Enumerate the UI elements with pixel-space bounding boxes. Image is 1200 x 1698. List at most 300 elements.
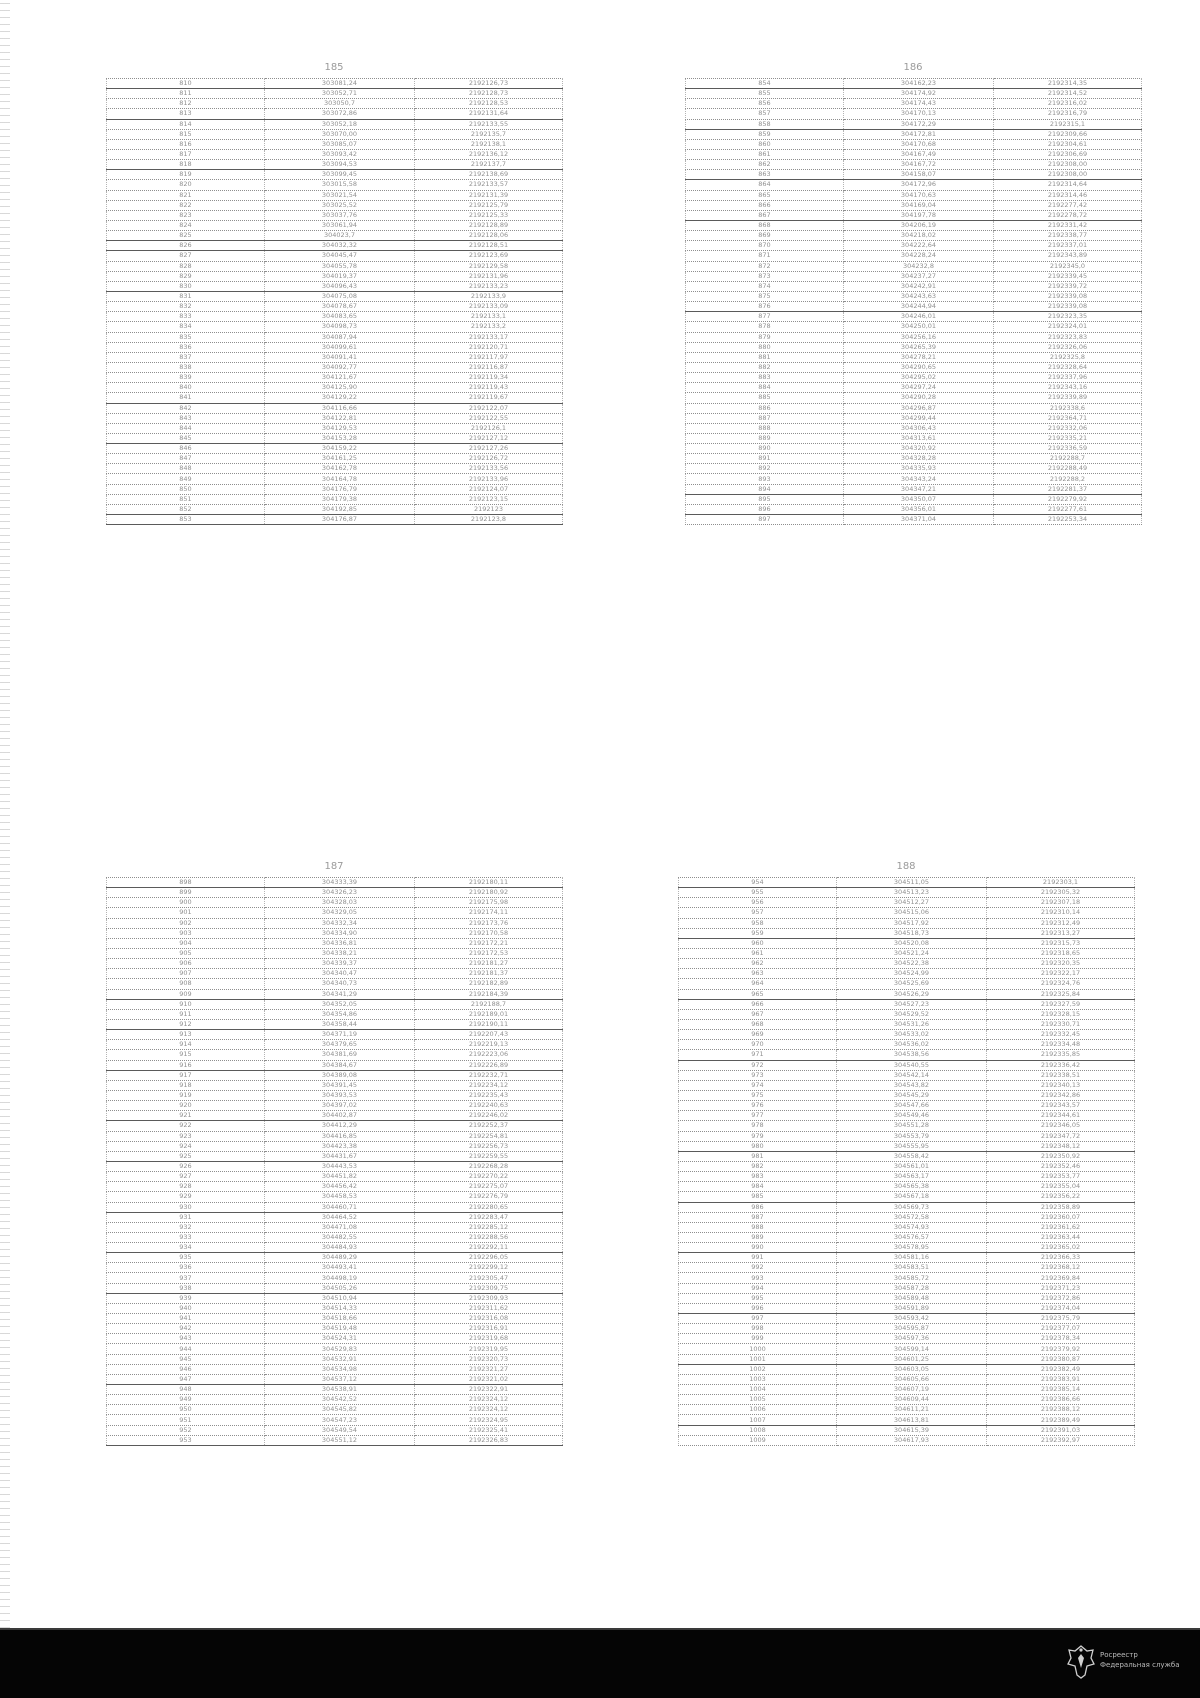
x-coordinate-cell: 304531,26 bbox=[837, 1019, 987, 1029]
point-number-cell: 876 bbox=[686, 302, 844, 312]
point-number-cell: 1006 bbox=[679, 1405, 837, 1415]
point-number-cell: 957 bbox=[679, 908, 837, 918]
x-coordinate-cell: 304511,05 bbox=[837, 878, 987, 888]
point-number-cell: 1002 bbox=[679, 1364, 837, 1374]
point-number-cell: 871 bbox=[686, 251, 844, 261]
point-number-cell: 952 bbox=[107, 1425, 265, 1435]
y-coordinate-cell: 2192172,53 bbox=[415, 948, 563, 958]
point-number-cell: 920 bbox=[107, 1101, 265, 1111]
y-coordinate-cell: 2192126,72 bbox=[415, 454, 563, 464]
y-coordinate-cell: 2192175,98 bbox=[415, 898, 563, 908]
table-row bbox=[107, 1354, 563, 1364]
y-coordinate-cell: 2192316,02 bbox=[994, 99, 1142, 109]
table-row bbox=[107, 1415, 563, 1425]
table-row bbox=[686, 484, 1142, 494]
y-coordinate-cell: 2192314,52 bbox=[994, 89, 1142, 99]
point-number-cell: 996 bbox=[679, 1303, 837, 1313]
point-number-cell: 932 bbox=[107, 1222, 265, 1232]
y-coordinate-cell: 2192307,18 bbox=[987, 898, 1135, 908]
y-coordinate-cell: 2192128,51 bbox=[415, 241, 563, 251]
y-coordinate-cell: 2192182,89 bbox=[415, 979, 563, 989]
point-number-cell: 827 bbox=[107, 251, 265, 261]
x-coordinate-cell: 304087,94 bbox=[265, 332, 415, 342]
point-number-cell: 855 bbox=[686, 89, 844, 99]
point-number-cell: 812 bbox=[107, 99, 265, 109]
x-coordinate-cell: 304371,19 bbox=[265, 1030, 415, 1040]
y-coordinate-cell: 2192314,46 bbox=[994, 190, 1142, 200]
point-number-cell: 862 bbox=[686, 160, 844, 170]
x-coordinate-cell: 304585,72 bbox=[837, 1273, 987, 1283]
y-coordinate-cell: 2192123,69 bbox=[415, 251, 563, 261]
y-coordinate-cell: 2192378,34 bbox=[987, 1334, 1135, 1344]
table-row bbox=[686, 515, 1142, 525]
table-row bbox=[107, 373, 563, 383]
table-row bbox=[686, 302, 1142, 312]
x-coordinate-cell: 304510,94 bbox=[265, 1293, 415, 1303]
y-coordinate-cell: 2192346,05 bbox=[987, 1121, 1135, 1131]
x-coordinate-cell: 304471,08 bbox=[265, 1222, 415, 1232]
y-coordinate-cell: 2192316,08 bbox=[415, 1314, 563, 1324]
x-coordinate-cell: 304320,92 bbox=[844, 444, 994, 454]
table-row bbox=[686, 170, 1142, 180]
table-row bbox=[679, 1324, 1135, 1334]
y-coordinate-cell: 2192288,7 bbox=[994, 454, 1142, 464]
table-row bbox=[107, 1070, 563, 1080]
x-coordinate-cell: 304545,29 bbox=[837, 1090, 987, 1100]
table-row bbox=[107, 1192, 563, 1202]
table-row bbox=[686, 504, 1142, 514]
x-coordinate-cell: 303037,76 bbox=[265, 210, 415, 220]
table-row bbox=[686, 129, 1142, 139]
y-coordinate-cell: 2192270,22 bbox=[415, 1172, 563, 1182]
y-coordinate-cell: 2192316,79 bbox=[994, 109, 1142, 119]
y-coordinate-cell: 2192277,42 bbox=[994, 200, 1142, 210]
point-number-cell: 1000 bbox=[679, 1344, 837, 1354]
point-number-cell: 899 bbox=[107, 888, 265, 898]
x-coordinate-cell: 304172,81 bbox=[844, 129, 994, 139]
x-coordinate-cell: 304306,43 bbox=[844, 423, 994, 433]
x-coordinate-cell: 304244,94 bbox=[844, 302, 994, 312]
table-row bbox=[679, 1222, 1135, 1232]
y-coordinate-cell: 2192127,12 bbox=[415, 433, 563, 443]
table-row bbox=[679, 1435, 1135, 1445]
y-coordinate-cell: 2192328,15 bbox=[987, 1009, 1135, 1019]
x-coordinate-cell: 304524,31 bbox=[265, 1334, 415, 1344]
y-coordinate-cell: 2192364,71 bbox=[994, 413, 1142, 423]
x-coordinate-cell: 304032,32 bbox=[265, 241, 415, 251]
x-coordinate-cell: 304176,79 bbox=[265, 484, 415, 494]
table-row bbox=[107, 938, 563, 948]
x-coordinate-cell: 304174,92 bbox=[844, 89, 994, 99]
point-number-cell: 989 bbox=[679, 1232, 837, 1242]
coordinate-table bbox=[685, 78, 1142, 525]
x-coordinate-cell: 304549,54 bbox=[265, 1425, 415, 1435]
x-coordinate-cell: 304379,65 bbox=[265, 1040, 415, 1050]
x-coordinate-cell: 304451,82 bbox=[265, 1172, 415, 1182]
y-coordinate-cell: 2192316,91 bbox=[415, 1324, 563, 1334]
x-coordinate-cell: 304525,69 bbox=[837, 979, 987, 989]
table-row bbox=[107, 515, 563, 525]
footer-band bbox=[0, 1628, 1200, 1698]
y-coordinate-cell: 2192127,26 bbox=[415, 444, 563, 454]
x-coordinate-cell: 304493,41 bbox=[265, 1263, 415, 1273]
point-number-cell: 944 bbox=[107, 1344, 265, 1354]
x-coordinate-cell: 304549,46 bbox=[837, 1111, 987, 1121]
table-row bbox=[107, 1212, 563, 1222]
x-coordinate-cell: 304096,43 bbox=[265, 281, 415, 291]
y-coordinate-cell: 2192309,75 bbox=[415, 1283, 563, 1293]
y-coordinate-cell: 2192338,51 bbox=[987, 1070, 1135, 1080]
x-coordinate-cell: 304518,66 bbox=[265, 1314, 415, 1324]
x-coordinate-cell: 304589,48 bbox=[837, 1293, 987, 1303]
point-number-cell: 910 bbox=[107, 999, 265, 1009]
table-row bbox=[686, 383, 1142, 393]
table-row bbox=[107, 1232, 563, 1242]
x-coordinate-cell: 304542,14 bbox=[837, 1070, 987, 1080]
point-number-cell: 933 bbox=[107, 1232, 265, 1242]
table-row bbox=[107, 1060, 563, 1070]
point-number-cell: 881 bbox=[686, 352, 844, 362]
x-coordinate-cell: 304332,34 bbox=[265, 918, 415, 928]
x-coordinate-cell: 304512,27 bbox=[837, 898, 987, 908]
point-number-cell: 879 bbox=[686, 332, 844, 342]
table-row bbox=[107, 109, 563, 119]
y-coordinate-cell: 2192136,12 bbox=[415, 149, 563, 159]
table-row bbox=[107, 1425, 563, 1435]
x-coordinate-cell: 304578,95 bbox=[837, 1243, 987, 1253]
table-row bbox=[107, 1334, 563, 1344]
y-coordinate-cell: 2192235,43 bbox=[415, 1090, 563, 1100]
table-row bbox=[107, 433, 563, 443]
table-row bbox=[107, 383, 563, 393]
x-coordinate-cell: 304597,36 bbox=[837, 1334, 987, 1344]
table-row bbox=[679, 1212, 1135, 1222]
point-number-cell: 988 bbox=[679, 1222, 837, 1232]
y-coordinate-cell: 2192123,15 bbox=[415, 494, 563, 504]
point-number-cell: 1003 bbox=[679, 1374, 837, 1384]
table-row bbox=[686, 261, 1142, 271]
point-number-cell: 863 bbox=[686, 170, 844, 180]
point-number-cell: 846 bbox=[107, 444, 265, 454]
table-row bbox=[679, 1161, 1135, 1171]
y-coordinate-cell: 2192119,43 bbox=[415, 383, 563, 393]
point-number-cell: 973 bbox=[679, 1070, 837, 1080]
y-coordinate-cell: 2192305,32 bbox=[987, 888, 1135, 898]
x-coordinate-cell: 304228,24 bbox=[844, 251, 994, 261]
x-coordinate-cell: 304340,73 bbox=[265, 979, 415, 989]
point-number-cell: 828 bbox=[107, 261, 265, 271]
y-coordinate-cell: 2192131,39 bbox=[415, 190, 563, 200]
table-row bbox=[686, 413, 1142, 423]
x-coordinate-cell: 304561,01 bbox=[837, 1161, 987, 1171]
point-number-cell: 826 bbox=[107, 241, 265, 251]
table-row bbox=[107, 423, 563, 433]
point-number-cell: 886 bbox=[686, 403, 844, 413]
x-coordinate-cell: 304169,04 bbox=[844, 200, 994, 210]
point-number-cell: 935 bbox=[107, 1253, 265, 1263]
table-row bbox=[107, 413, 563, 423]
x-coordinate-cell: 304537,12 bbox=[265, 1374, 415, 1384]
y-coordinate-cell: 2192365,02 bbox=[987, 1243, 1135, 1253]
table-row bbox=[107, 342, 563, 352]
point-number-cell: 841 bbox=[107, 393, 265, 403]
point-number-cell: 940 bbox=[107, 1303, 265, 1313]
table-row bbox=[679, 1253, 1135, 1263]
y-coordinate-cell: 2192131,96 bbox=[415, 271, 563, 281]
table-row bbox=[679, 1354, 1135, 1364]
y-coordinate-cell: 2192361,62 bbox=[987, 1222, 1135, 1232]
x-coordinate-cell: 304098,73 bbox=[265, 322, 415, 332]
x-coordinate-cell: 304607,19 bbox=[837, 1385, 987, 1395]
point-number-cell: 825 bbox=[107, 231, 265, 241]
table-row bbox=[679, 948, 1135, 958]
table-row bbox=[107, 1182, 563, 1192]
point-number-cell: 983 bbox=[679, 1172, 837, 1182]
x-coordinate-cell: 304521,24 bbox=[837, 948, 987, 958]
y-coordinate-cell: 2192173,76 bbox=[415, 918, 563, 928]
point-number-cell: 987 bbox=[679, 1212, 837, 1222]
table-row bbox=[107, 139, 563, 149]
y-coordinate-cell: 2192172,21 bbox=[415, 938, 563, 948]
y-coordinate-cell: 2192116,87 bbox=[415, 362, 563, 372]
table-row bbox=[686, 231, 1142, 241]
x-coordinate-cell: 304206,19 bbox=[844, 220, 994, 230]
table-row bbox=[107, 302, 563, 312]
point-number-cell: 942 bbox=[107, 1324, 265, 1334]
table-row bbox=[107, 494, 563, 504]
y-coordinate-cell: 2192125,33 bbox=[415, 210, 563, 220]
y-coordinate-cell: 2192188,7 bbox=[415, 999, 563, 1009]
y-coordinate-cell: 2192320,73 bbox=[415, 1354, 563, 1364]
point-number-cell: 857 bbox=[686, 109, 844, 119]
x-coordinate-cell: 304350,07 bbox=[844, 494, 994, 504]
y-coordinate-cell: 2192133,1 bbox=[415, 312, 563, 322]
table-row bbox=[679, 1192, 1135, 1202]
y-coordinate-cell: 2192355,04 bbox=[987, 1182, 1135, 1192]
point-number-cell: 878 bbox=[686, 322, 844, 332]
y-coordinate-cell: 2192339,72 bbox=[994, 281, 1142, 291]
y-coordinate-cell: 2192380,87 bbox=[987, 1354, 1135, 1364]
x-coordinate-cell: 304615,39 bbox=[837, 1425, 987, 1435]
y-coordinate-cell: 2192123 bbox=[415, 504, 563, 514]
point-number-cell: 822 bbox=[107, 200, 265, 210]
x-coordinate-cell: 304340,47 bbox=[265, 969, 415, 979]
x-coordinate-cell: 304297,24 bbox=[844, 383, 994, 393]
point-number-cell: 815 bbox=[107, 129, 265, 139]
table-row bbox=[686, 474, 1142, 484]
point-number-cell: 978 bbox=[679, 1121, 837, 1131]
point-number-cell: 965 bbox=[679, 989, 837, 999]
table-row bbox=[679, 1334, 1135, 1344]
table-row bbox=[679, 1141, 1135, 1151]
x-coordinate-cell: 303050,7 bbox=[265, 99, 415, 109]
x-coordinate-cell: 304526,29 bbox=[837, 989, 987, 999]
x-coordinate-cell: 304296,87 bbox=[844, 403, 994, 413]
x-coordinate-cell: 304019,37 bbox=[265, 271, 415, 281]
table-row bbox=[679, 908, 1135, 918]
x-coordinate-cell: 304218,02 bbox=[844, 231, 994, 241]
table-row bbox=[107, 1273, 563, 1283]
x-coordinate-cell: 303052,71 bbox=[265, 89, 415, 99]
table-row bbox=[107, 1314, 563, 1324]
y-coordinate-cell: 2192232,71 bbox=[415, 1070, 563, 1080]
table-row bbox=[107, 170, 563, 180]
y-coordinate-cell: 2192276,79 bbox=[415, 1192, 563, 1202]
table-row bbox=[107, 454, 563, 464]
y-coordinate-cell: 2192358,89 bbox=[987, 1202, 1135, 1212]
point-number-cell: 931 bbox=[107, 1212, 265, 1222]
point-number-cell: 979 bbox=[679, 1131, 837, 1141]
point-number-cell: 833 bbox=[107, 312, 265, 322]
y-coordinate-cell: 2192310,14 bbox=[987, 908, 1135, 918]
point-number-cell: 976 bbox=[679, 1101, 837, 1111]
y-coordinate-cell: 2192124,07 bbox=[415, 484, 563, 494]
table-row bbox=[107, 1172, 563, 1182]
point-number-cell: 908 bbox=[107, 979, 265, 989]
y-coordinate-cell: 2192338,6 bbox=[994, 403, 1142, 413]
x-coordinate-cell: 304553,79 bbox=[837, 1131, 987, 1141]
y-coordinate-cell: 2192253,34 bbox=[994, 515, 1142, 525]
y-coordinate-cell: 2192392,97 bbox=[987, 1435, 1135, 1445]
x-coordinate-cell: 304352,05 bbox=[265, 999, 415, 1009]
point-number-cell: 819 bbox=[107, 170, 265, 180]
point-number-cell: 960 bbox=[679, 938, 837, 948]
table-row bbox=[107, 393, 563, 403]
x-coordinate-cell: 304583,51 bbox=[837, 1263, 987, 1273]
table-row bbox=[686, 494, 1142, 504]
x-coordinate-cell: 303021,54 bbox=[265, 190, 415, 200]
table-row bbox=[686, 291, 1142, 301]
y-coordinate-cell: 2192309,66 bbox=[994, 129, 1142, 139]
x-coordinate-cell: 304393,53 bbox=[265, 1090, 415, 1100]
y-coordinate-cell: 2192268,28 bbox=[415, 1161, 563, 1171]
table-row bbox=[686, 444, 1142, 454]
y-coordinate-cell: 2192311,62 bbox=[415, 1303, 563, 1313]
point-number-cell: 856 bbox=[686, 99, 844, 109]
table-row bbox=[107, 332, 563, 342]
y-coordinate-cell: 2192331,42 bbox=[994, 220, 1142, 230]
x-coordinate-cell: 304542,52 bbox=[265, 1395, 415, 1405]
x-coordinate-cell: 304515,06 bbox=[837, 908, 987, 918]
x-coordinate-cell: 304520,08 bbox=[837, 938, 987, 948]
x-coordinate-cell: 304576,57 bbox=[837, 1232, 987, 1242]
x-coordinate-cell: 304613,81 bbox=[837, 1415, 987, 1425]
x-coordinate-cell: 304329,05 bbox=[265, 908, 415, 918]
x-coordinate-cell: 304389,08 bbox=[265, 1070, 415, 1080]
table-row bbox=[107, 1151, 563, 1161]
point-number-cell: 936 bbox=[107, 1263, 265, 1273]
y-coordinate-cell: 2192303,1 bbox=[987, 878, 1135, 888]
x-coordinate-cell: 304167,72 bbox=[844, 160, 994, 170]
page-number: 188 bbox=[896, 861, 916, 872]
y-coordinate-cell: 2192133,57 bbox=[415, 180, 563, 190]
x-coordinate-cell: 304290,65 bbox=[844, 362, 994, 372]
point-number-cell: 923 bbox=[107, 1131, 265, 1141]
footer-logo-text bbox=[1100, 1650, 1195, 1670]
y-coordinate-cell: 2192339,89 bbox=[994, 393, 1142, 403]
table-row bbox=[107, 1141, 563, 1151]
x-coordinate-cell: 304601,25 bbox=[837, 1354, 987, 1364]
point-number-cell: 924 bbox=[107, 1141, 265, 1151]
y-coordinate-cell: 2192283,47 bbox=[415, 1212, 563, 1222]
table-row bbox=[107, 281, 563, 291]
point-number-cell: 865 bbox=[686, 190, 844, 200]
point-number-cell: 954 bbox=[679, 878, 837, 888]
y-coordinate-cell: 2192304,61 bbox=[994, 139, 1142, 149]
y-coordinate-cell: 2192170,58 bbox=[415, 928, 563, 938]
x-coordinate-cell: 304295,02 bbox=[844, 373, 994, 383]
table-row bbox=[679, 1303, 1135, 1313]
table-row bbox=[107, 444, 563, 454]
x-coordinate-cell: 304078,67 bbox=[265, 302, 415, 312]
point-number-cell: 975 bbox=[679, 1090, 837, 1100]
table-row bbox=[679, 959, 1135, 969]
point-number-cell: 970 bbox=[679, 1040, 837, 1050]
x-coordinate-cell: 304529,83 bbox=[265, 1344, 415, 1354]
point-number-cell: 866 bbox=[686, 200, 844, 210]
x-coordinate-cell: 303052,18 bbox=[265, 119, 415, 129]
point-number-cell: 894 bbox=[686, 484, 844, 494]
point-number-cell: 938 bbox=[107, 1283, 265, 1293]
y-coordinate-cell: 2192389,49 bbox=[987, 1415, 1135, 1425]
x-coordinate-cell: 304514,33 bbox=[265, 1303, 415, 1313]
table-row bbox=[679, 1273, 1135, 1283]
y-coordinate-cell: 2192324,76 bbox=[987, 979, 1135, 989]
table-row bbox=[686, 180, 1142, 190]
point-number-cell: 949 bbox=[107, 1395, 265, 1405]
y-coordinate-cell: 2192119,34 bbox=[415, 373, 563, 383]
table-row bbox=[107, 1019, 563, 1029]
point-number-cell: 854 bbox=[686, 79, 844, 89]
y-coordinate-cell: 2192343,89 bbox=[994, 251, 1142, 261]
point-number-cell: 986 bbox=[679, 1202, 837, 1212]
point-number-cell: 847 bbox=[107, 454, 265, 464]
x-coordinate-cell: 304569,73 bbox=[837, 1202, 987, 1212]
point-number-cell: 992 bbox=[679, 1263, 837, 1273]
x-coordinate-cell: 304524,99 bbox=[837, 969, 987, 979]
table-row bbox=[686, 99, 1142, 109]
y-coordinate-cell: 2192126,1 bbox=[415, 423, 563, 433]
point-number-cell: 968 bbox=[679, 1019, 837, 1029]
y-coordinate-cell: 2192292,11 bbox=[415, 1243, 563, 1253]
y-coordinate-cell: 2192138,1 bbox=[415, 139, 563, 149]
x-coordinate-cell: 304458,53 bbox=[265, 1192, 415, 1202]
table-row bbox=[679, 1425, 1135, 1435]
x-coordinate-cell: 304611,21 bbox=[837, 1405, 987, 1415]
y-coordinate-cell: 2192128,53 bbox=[415, 99, 563, 109]
point-number-cell: 1004 bbox=[679, 1385, 837, 1395]
x-coordinate-cell: 304176,87 bbox=[265, 515, 415, 525]
table-row bbox=[679, 878, 1135, 888]
table-row bbox=[107, 1131, 563, 1141]
point-number-cell: 909 bbox=[107, 989, 265, 999]
x-coordinate-cell: 304423,38 bbox=[265, 1141, 415, 1151]
x-coordinate-cell: 304609,44 bbox=[837, 1395, 987, 1405]
y-coordinate-cell: 2192323,35 bbox=[994, 312, 1142, 322]
point-number-cell: 867 bbox=[686, 210, 844, 220]
y-coordinate-cell: 2192332,06 bbox=[994, 423, 1142, 433]
y-coordinate-cell: 2192285,12 bbox=[415, 1222, 563, 1232]
y-coordinate-cell: 2192324,95 bbox=[415, 1415, 563, 1425]
y-coordinate-cell: 2192350,92 bbox=[987, 1151, 1135, 1161]
x-coordinate-cell: 304489,29 bbox=[265, 1253, 415, 1263]
x-coordinate-cell: 304162,78 bbox=[265, 464, 415, 474]
point-number-cell: 821 bbox=[107, 190, 265, 200]
x-coordinate-cell: 304161,25 bbox=[265, 454, 415, 464]
table-row bbox=[107, 898, 563, 908]
table-row bbox=[679, 1283, 1135, 1293]
point-number-cell: 999 bbox=[679, 1334, 837, 1344]
